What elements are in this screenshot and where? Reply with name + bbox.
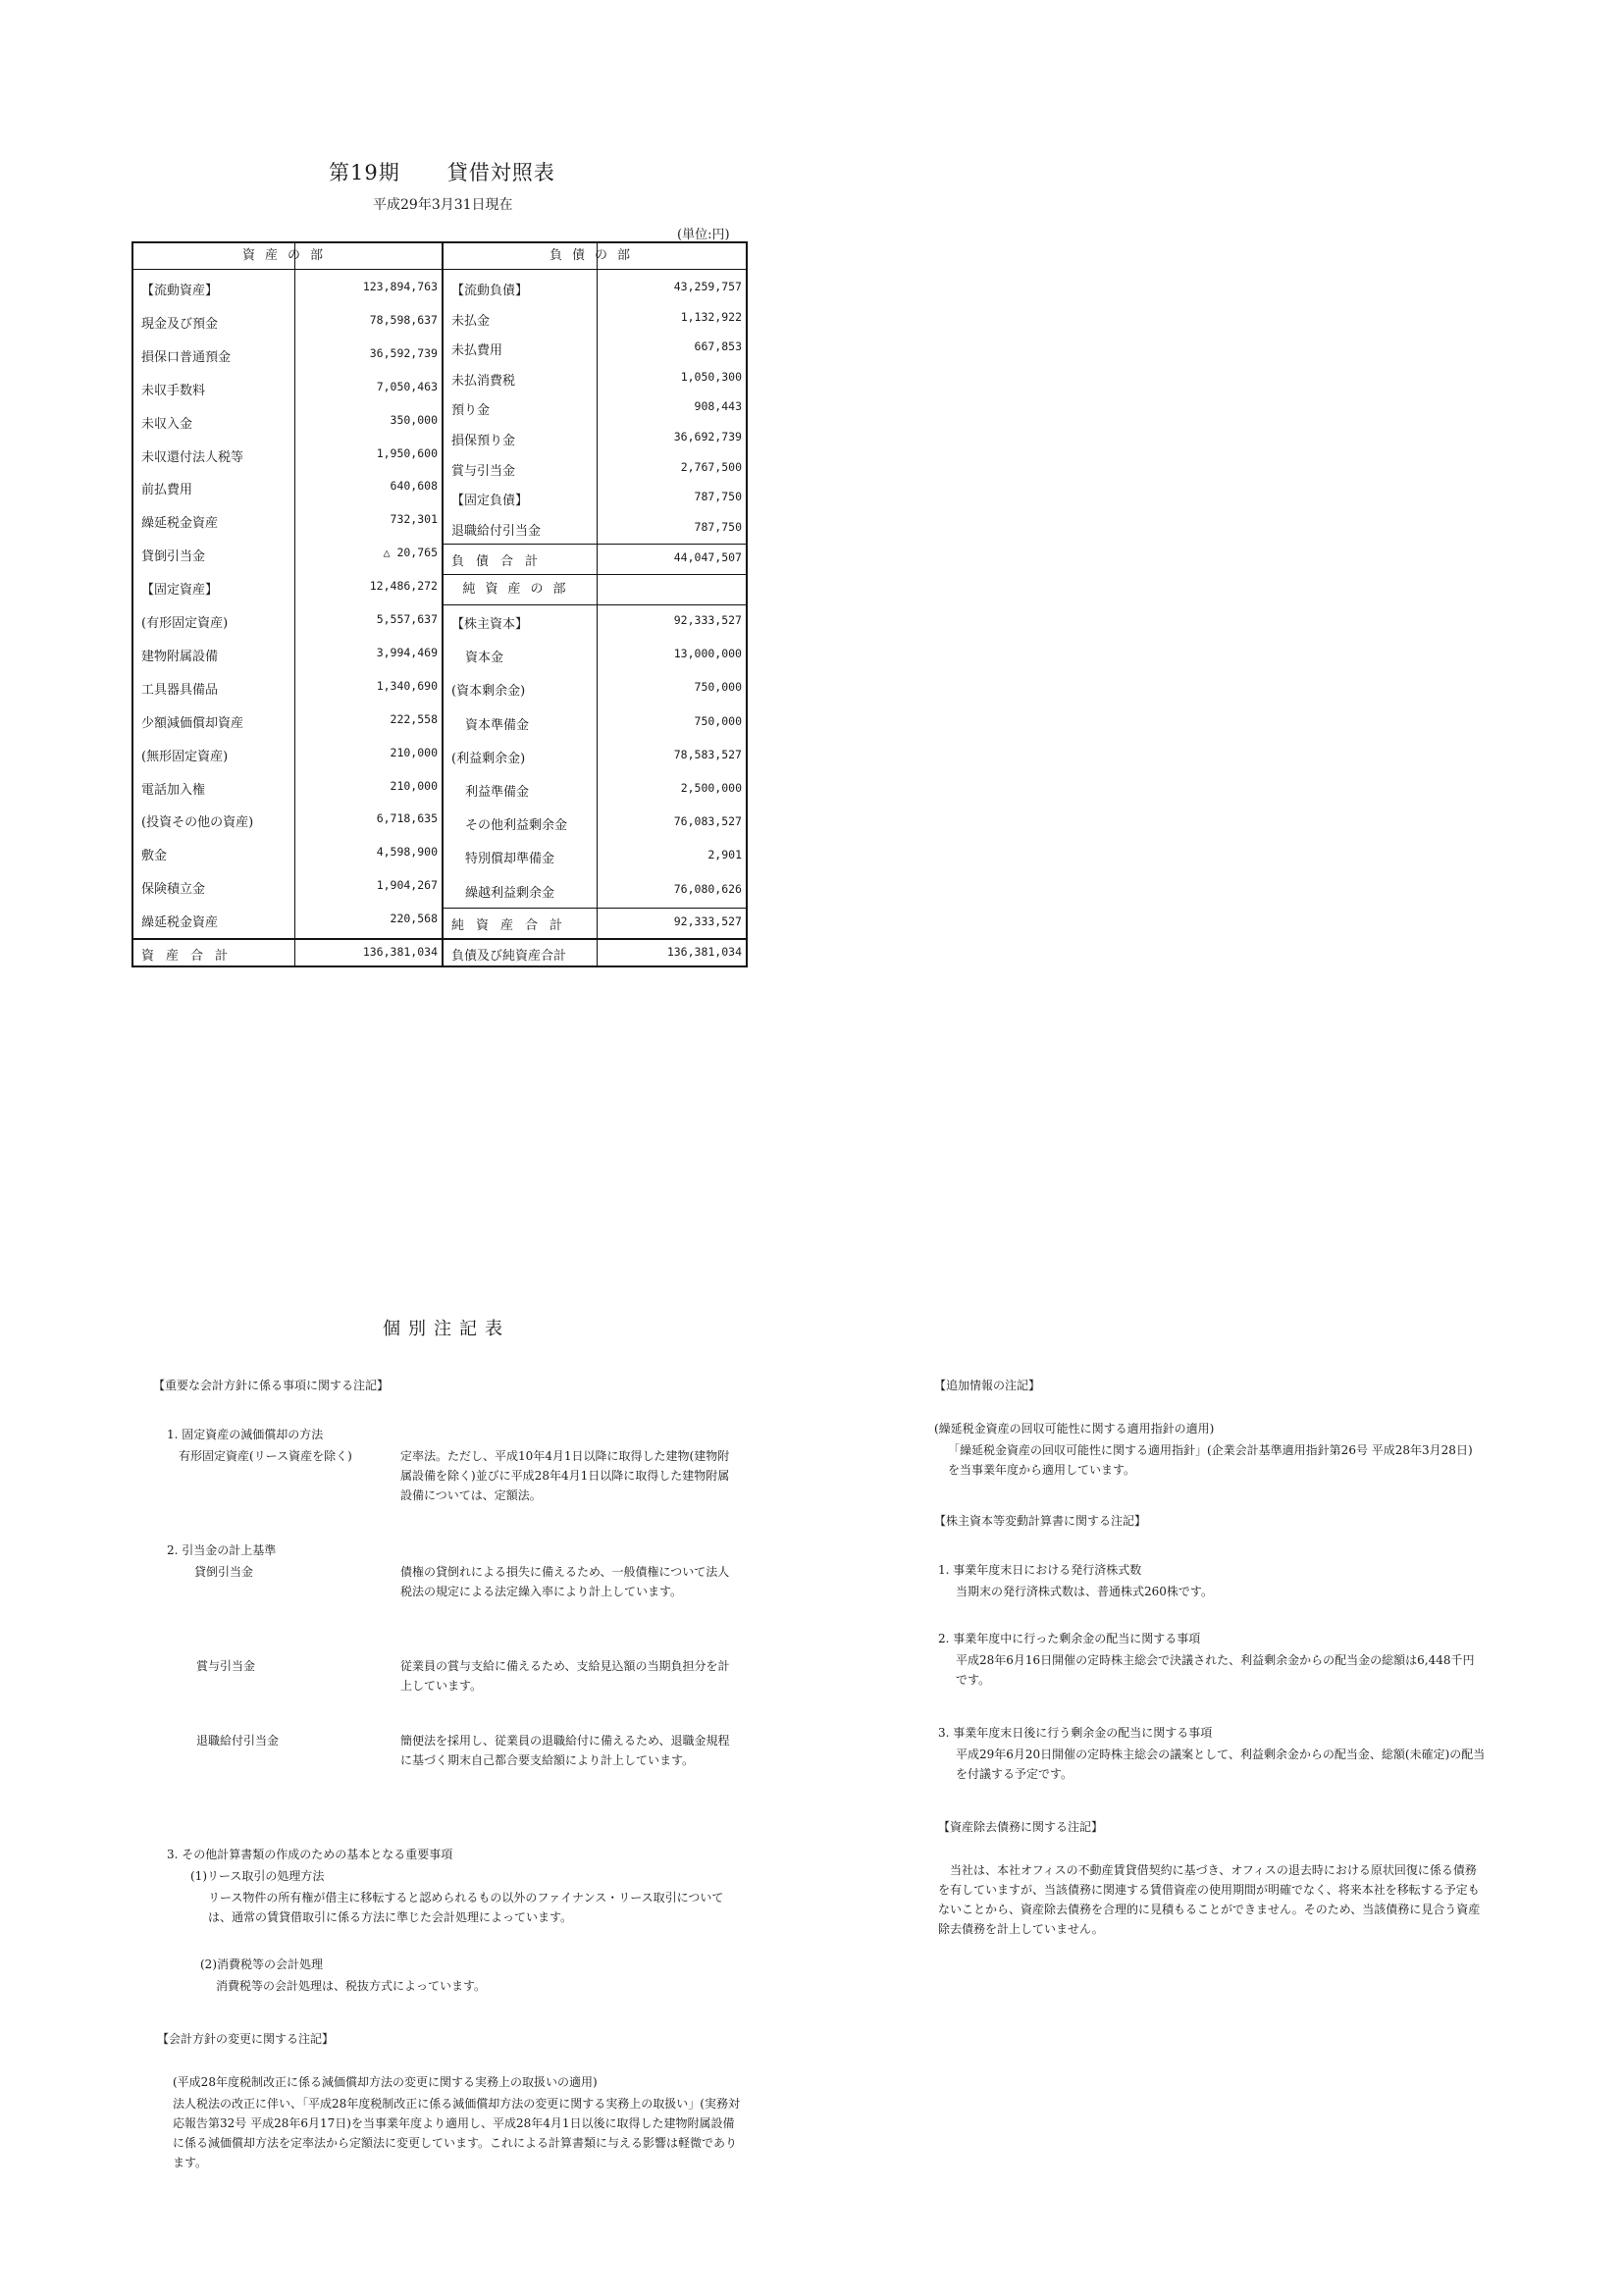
note-paragraph: 平成29年6月20日開催の定時株主総会の議案として、利益剰余金からの配当金、総額(未確定)の配当を付議する予定です。 <box>956 1748 1486 1781</box>
line-item-row <box>444 303 746 334</box>
line-item-label: (資本剰余金) <box>451 684 526 700</box>
line-item-row <box>444 606 746 637</box>
line-item-row <box>133 871 442 902</box>
line-item-label: 特別償却準備金 <box>465 852 555 867</box>
line-item-row <box>444 392 746 423</box>
note-paragraph: 当社は、本社オフィスの不動産賃貸借契約に基づき、オフィスの退去時における原状回復に係る債務を有していますが、当該債務に関連する賃借資産の使用期間が明確でなく、将来本社を移転する予定もないことから、資産除去債務を合理的に見積もることができません。そのため、当該債務に見合う資産除去債務を計上していません。 <box>938 1863 1481 1936</box>
line-item-value: 1,904,267 <box>376 878 438 893</box>
item-heading: 2. 引当金の計上基準 <box>167 1543 277 1557</box>
assets-column <box>133 243 444 965</box>
item-subheading: (2)消費税等の会計処理 <box>200 1957 323 1971</box>
item-subheading: 退職給付引当金 <box>196 1734 280 1748</box>
section-heading: 【会計方針の変更に関する注記】 <box>157 2032 335 2046</box>
assets-header: 資産の部 <box>241 248 333 263</box>
balance-sheet-date: 平成29年3月31日現在 <box>373 197 513 213</box>
section-heading: 【株主資本等変動計算書に関する注記】 <box>934 1514 1147 1528</box>
equity-header-divider <box>444 574 746 575</box>
line-item-row <box>444 363 746 393</box>
line-item-value: 36,692,739 <box>673 430 742 444</box>
line-item-value: 4,598,900 <box>376 845 438 860</box>
line-item-label: 工具器具備品 <box>141 682 219 698</box>
line-item-row <box>444 841 746 871</box>
line-item-row <box>444 673 746 704</box>
section-heading: 【資産除去債務に関する注記】 <box>938 1820 1104 1834</box>
equity-header-bottom <box>444 604 746 605</box>
balance-sheet-title <box>329 157 555 186</box>
line-item-label: 繰延税金資産 <box>141 516 219 532</box>
grand-total-value: 136,381,034 <box>666 945 742 959</box>
line-item-label: 電話加入権 <box>141 782 206 798</box>
note-paragraph: 「繰延税金資産の回収可能性に関する適用指針」(企業会計基準適用指針第26号 平成28年3月28日)を当事業年度から適用しています。 <box>948 1443 1473 1477</box>
line-item-value: 210,000 <box>390 745 438 759</box>
note-paragraph: 定率法。ただし、平成10年4月1日以降に取得した建物(建物附属設備を除く)並びに平成28年4月1日以降に取得した建物附属設備については、定額法。 <box>400 1449 730 1502</box>
unit-label: (単位:円) <box>677 228 730 242</box>
line-item-value: 222,558 <box>390 711 438 726</box>
line-item-value: 2,767,500 <box>680 459 742 474</box>
line-item-value: 1,340,690 <box>376 678 438 693</box>
line-item-value: 13,000,000 <box>673 647 742 661</box>
note-paragraph: 債権の貸倒れによる損失に備えるため、一般債権について法人税法の規定による法定繰入率により計上しています。 <box>400 1565 730 1598</box>
grand-total-row <box>444 938 746 968</box>
line-item-row <box>133 605 442 636</box>
line-item-label: 保険積立金 <box>141 882 206 898</box>
line-item-value: 12,486,272 <box>369 579 438 594</box>
line-item-row <box>133 838 442 868</box>
line-item-row <box>444 808 746 838</box>
line-item-row <box>133 273 442 303</box>
item-heading: 1. 固定資産の減価償却の方法 <box>167 1428 324 1441</box>
line-item-label: 損保預り金 <box>451 434 516 448</box>
line-item-value: 1,950,600 <box>376 445 438 460</box>
item-heading: 3. その他計算書類の作成のための基本となる重要事項 <box>167 1848 453 1861</box>
note-paragraph: 従業員の賞与支給に備えるため、支給見込額の当期負担分を計上しています。 <box>400 1659 730 1693</box>
item-subheading: 貸倒引当金 <box>194 1565 254 1579</box>
liabilities-total-value: 44,047,507 <box>673 550 742 564</box>
equity-header: 純資産の部 <box>445 577 593 602</box>
line-item-row <box>444 741 746 771</box>
item-heading: 1. 事業年度末日における発行済株式数 <box>938 1563 1142 1577</box>
line-item-value: 787,750 <box>694 519 742 534</box>
liabilities-total-label: 負債合計 <box>451 554 550 569</box>
line-item-row <box>133 705 442 736</box>
line-item-label: (無形固定資産) <box>141 749 229 764</box>
line-item-label: その他利益剰余金 <box>465 818 568 834</box>
item-subheading: (1)リース取引の処理方法 <box>190 1869 325 1883</box>
line-item-value: 36,592,739 <box>369 345 438 360</box>
line-item-row <box>133 505 442 536</box>
line-item-row <box>133 472 442 502</box>
line-item-label: 建物附属設備 <box>141 649 219 664</box>
line-item-label: 敷金 <box>141 849 168 864</box>
line-item-label: (有形固定資産) <box>141 616 229 631</box>
balance-sheet-table <box>131 241 748 967</box>
note-paragraph: 平成28年6月16日開催の定時株主総会で決議された、利益剰余金からの配当金の総額は6,448千円です。 <box>956 1653 1475 1687</box>
assets-total-value: 136,381,034 <box>362 945 438 959</box>
item-subheading: (繰延税金資産の回収可能性に関する適用指針の適用) <box>934 1422 1215 1435</box>
line-item-row <box>133 805 442 835</box>
line-item-value: 5,557,637 <box>376 612 438 626</box>
line-item-label: 繰越利益剰余金 <box>465 885 555 901</box>
line-item-label: 預り金 <box>451 403 491 419</box>
header-divider <box>444 269 746 270</box>
notes-title: 個別注記表 <box>383 1319 510 1339</box>
line-item-label: 未収手数料 <box>141 383 206 398</box>
line-item-value: 787,750 <box>694 490 742 504</box>
item-heading: 2. 事業年度中に行った剰余金の配当に関する事項 <box>938 1632 1201 1645</box>
line-item-label: (利益剰余金) <box>451 751 526 766</box>
line-item-row <box>444 875 746 906</box>
note-paragraph: 簡便法を採用し、従業員の退職給付に備えるため、退職金規程に基づく期末自己都合要支給額により計上しています。 <box>400 1734 730 1767</box>
item-subheading: 有形固定資産(リース資産を除く) <box>179 1449 352 1463</box>
note-paragraph: 法人税法の改正に伴い、「平成28年度税制改正に係る減価償却方法の変更に関する実務上の取扱い」(実務対応報告第32号 平成28年6月17日)を当事業年度より適用し、平成28年4月1日以後に取得した建物附属設備に係る減価償却方法を定率法から定額法に変更しています。これによる計算書類に与える影響は軽微であります。 <box>173 2097 740 2169</box>
line-item-label: (投資その他の資産) <box>141 815 254 831</box>
section-heading: 【追加情報の注記】 <box>934 1379 1041 1392</box>
line-item-value: 667,853 <box>694 339 742 354</box>
equity-total-value: 92,333,527 <box>673 914 742 928</box>
line-item-value: 78,598,637 <box>369 312 438 327</box>
line-item-value: 43,259,757 <box>673 280 742 293</box>
line-item-label: 未収入金 <box>141 416 193 432</box>
line-item-value: 92,333,527 <box>673 613 742 627</box>
line-item-label: 未払消費税 <box>451 373 516 389</box>
line-item-label: 賞与引当金 <box>451 463 516 479</box>
line-item-label: 貸倒引当金 <box>141 549 206 565</box>
line-item-value: 2,500,000 <box>680 781 742 795</box>
line-item-value: 220,568 <box>390 912 438 926</box>
item-subheading: 賞与引当金 <box>196 1659 256 1673</box>
line-item-value: 3,994,469 <box>376 645 438 659</box>
line-item-label: 退職給付引当金 <box>451 523 542 539</box>
line-item-label: 【固定負債】 <box>451 494 529 509</box>
line-item-value: 732,301 <box>390 512 438 527</box>
section-heading: 【重要な会計方針に係る事項に関する注記】 <box>153 1379 390 1392</box>
liabilities-equity-column <box>444 243 746 965</box>
line-item-label: 未収還付法人税等 <box>141 449 244 465</box>
line-item-row <box>133 339 442 370</box>
item-subheading: (平成28年度税制改正に係る減価償却方法の変更に関する実務上の取扱いの適用) <box>173 2075 598 2089</box>
line-item-row <box>133 539 442 569</box>
line-item-row <box>133 406 442 437</box>
line-item-row <box>444 513 746 544</box>
line-item-value: 908,443 <box>694 399 742 414</box>
line-item-row <box>444 707 746 738</box>
line-item-row <box>444 333 746 363</box>
line-item-row <box>133 672 442 703</box>
line-item-row <box>133 440 442 470</box>
note-paragraph: 消費税等の会計処理は、税抜方式によっています。 <box>216 1979 487 1993</box>
line-item-label: 現金及び預金 <box>141 316 219 332</box>
line-item-row <box>133 572 442 602</box>
line-item-row <box>133 772 442 803</box>
note-paragraph: 当期末の発行済株式数は、普通株式260株です。 <box>956 1585 1213 1598</box>
header-divider <box>133 269 442 270</box>
line-item-row <box>133 905 442 935</box>
line-item-row <box>133 306 442 337</box>
assets-total-row <box>133 938 442 968</box>
line-item-value: 76,080,626 <box>673 881 742 896</box>
line-item-row <box>133 373 442 403</box>
line-item-value: 350,000 <box>390 412 438 427</box>
line-item-row <box>133 639 442 669</box>
line-item-value: 750,000 <box>694 680 742 695</box>
line-item-label: 少額減価償却資産 <box>141 715 244 731</box>
line-item-label: 資本準備金 <box>465 717 530 733</box>
line-item-label: 利益準備金 <box>465 785 530 800</box>
line-item-row <box>444 453 746 484</box>
line-item-row <box>133 739 442 769</box>
period-label: 第19期 <box>329 161 400 184</box>
grand-total-label: 負債及び純資産合計 <box>451 949 567 964</box>
line-item-value: 123,894,763 <box>362 280 438 293</box>
line-item-value: 2,901 <box>707 848 742 862</box>
line-item-value: 6,718,635 <box>376 811 438 826</box>
line-item-value: 210,000 <box>390 778 438 793</box>
equity-total-label: 純資産合計 <box>451 918 575 933</box>
line-item-row <box>444 273 746 303</box>
line-item-label: 未払費用 <box>451 343 503 359</box>
line-item-label: 繰延税金資産 <box>141 915 219 931</box>
note-paragraph: リース物件の所有権が借主に移転すると認められるもの以外のファイナンス・リース取引については、通常の賃貸借取引に係る方法に準じた会計処理によっています。 <box>208 1891 724 1924</box>
assets-total-label: 資産合計 <box>141 949 240 964</box>
line-item-row <box>444 483 746 513</box>
line-item-label: 前払費用 <box>141 483 193 498</box>
line-item-value: 76,083,527 <box>673 814 742 829</box>
equity-total-row <box>444 908 746 938</box>
line-item-value: 640,608 <box>390 479 438 494</box>
line-item-row <box>444 774 746 805</box>
line-item-label: 【固定資産】 <box>141 583 219 599</box>
liabilities-total-row <box>444 544 746 574</box>
line-item-label: 損保口普通預金 <box>141 349 232 365</box>
line-item-row <box>444 640 746 670</box>
line-item-row <box>444 423 746 453</box>
line-item-value: △ 20,765 <box>383 546 438 560</box>
line-item-label: 未払金 <box>451 313 491 329</box>
liabilities-header: 負債の部 <box>549 248 640 263</box>
line-item-value: 1,132,922 <box>680 309 742 324</box>
statement-name: 貸借対照表 <box>446 161 555 184</box>
line-item-value: 78,583,527 <box>673 747 742 761</box>
line-item-label: 【流動資産】 <box>141 284 219 298</box>
line-item-label: 資本金 <box>465 651 504 666</box>
line-item-value: 1,050,300 <box>680 369 742 384</box>
line-item-value: 750,000 <box>694 713 742 728</box>
line-item-label: 【流動負債】 <box>451 284 529 298</box>
item-heading: 3. 事業年度末日後に行う剰余金の配当に関する事項 <box>938 1726 1213 1740</box>
line-item-value: 7,050,463 <box>376 379 438 393</box>
line-item-label: 【株主資本】 <box>451 617 529 632</box>
